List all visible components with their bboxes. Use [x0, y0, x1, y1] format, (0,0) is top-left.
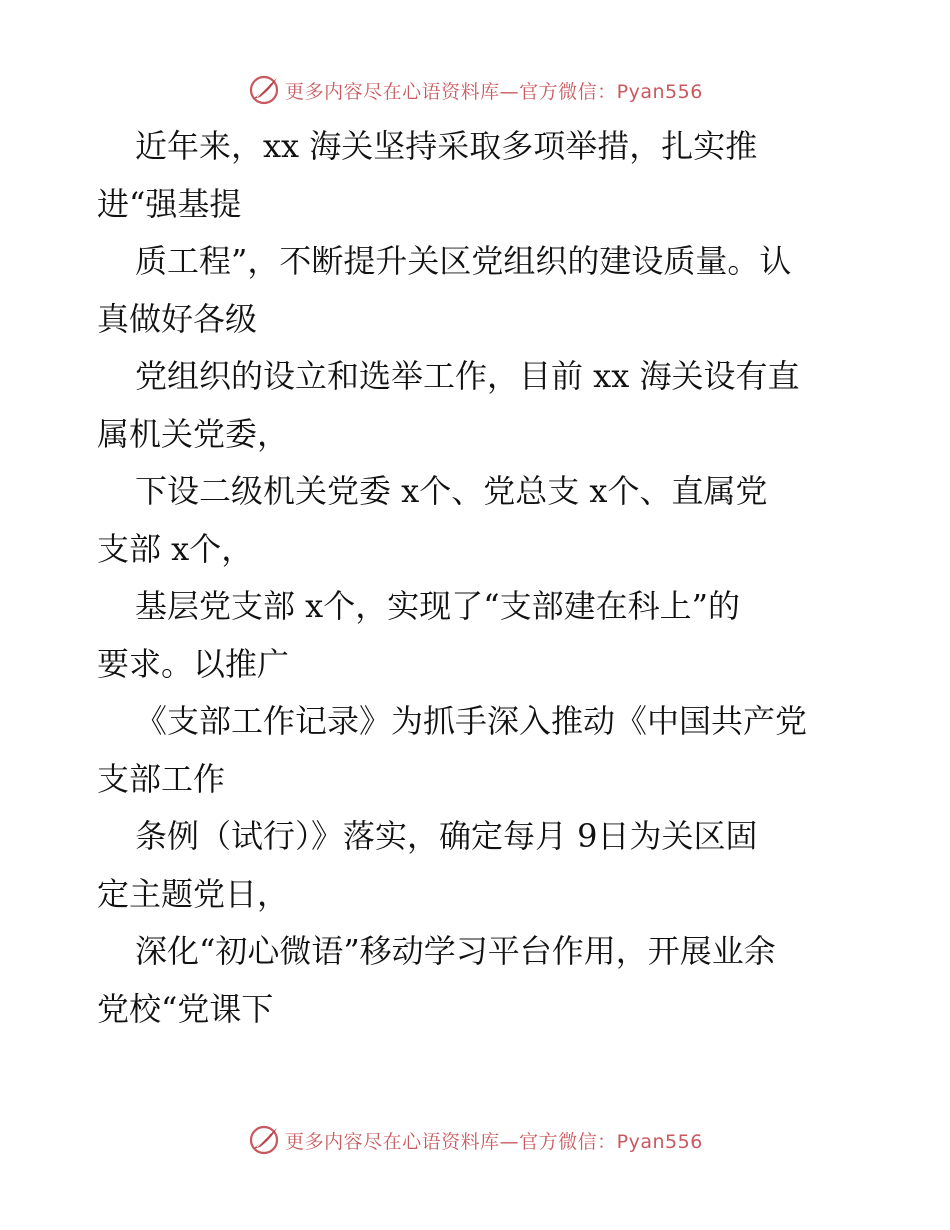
body-line: 真做好各级	[97, 299, 258, 338]
body-line: 支部工作	[97, 759, 226, 798]
body-line: 条例（试行）》落实，确定每月 9日为关区固	[135, 817, 758, 855]
body-line: 近年来，xx 海关坚持采取多项举措，扎实推	[135, 127, 758, 165]
body-line: 党组织的设立和选举工作，目前 xx 海关设有直	[135, 357, 800, 395]
footer-banner	[0, 1120, 950, 1160]
body-line: 属机关党委，	[97, 414, 290, 453]
body-line: 基层党支部 x个，实现了“支部建在科上”的	[135, 587, 740, 625]
quill-pen-logo-icon	[247, 73, 281, 107]
body-line: 定主题党日，	[97, 874, 290, 913]
body-line: 进“强基提	[97, 184, 242, 223]
header-banner	[0, 70, 950, 110]
body-line: 下设二级机关党委 x个、党总支 x个、直属党	[135, 472, 768, 510]
body-line: 支部 x个，	[97, 529, 254, 568]
body-line: 要求。以推广	[97, 644, 290, 683]
quill-pen-logo-icon	[247, 1123, 281, 1157]
body-line: 深化“初心微语”移动学习平台作用，开展业余	[135, 932, 776, 970]
body-line: 党校“党课下	[97, 989, 274, 1028]
footer-banner-text: 更多内容尽在心语资料库—官方微信：Pyan556	[285, 1130, 703, 1153]
header-banner-text: 更多内容尽在心语资料库—官方微信：Pyan556	[285, 80, 703, 103]
body-line: 质工程”，不断提升关区党组织的建设质量。认	[135, 242, 792, 280]
document-body	[97, 118, 857, 1038]
body-line: 《支部工作记录》为抓手深入推动《中国共产党	[135, 702, 808, 740]
